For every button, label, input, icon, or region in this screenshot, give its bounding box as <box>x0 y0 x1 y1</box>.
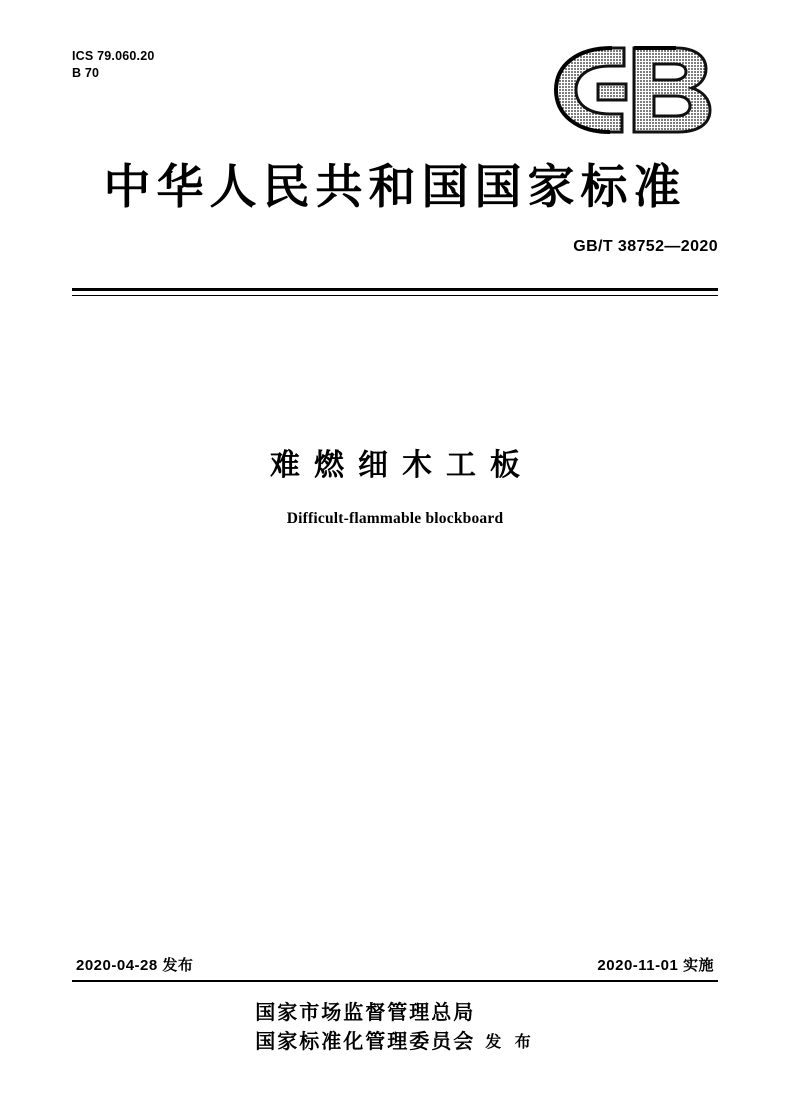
header-rule-thick <box>72 288 718 291</box>
document-title-chinese: 难燃细木工板 <box>270 448 534 483</box>
footer-rule <box>72 980 718 982</box>
publisher-names <box>255 998 475 1056</box>
issue-date: 2020-04-28 发布 <box>76 957 194 974</box>
publisher-action: 发 布 <box>485 1032 535 1051</box>
national-standard-title: 中华人民共和国国家标准 <box>103 160 687 215</box>
classification-code: B 70 <box>72 65 100 80</box>
publisher-line-1: 国家市场监督管理总局 <box>255 1000 476 1024</box>
ics-classification-block <box>72 48 155 82</box>
standard-number: GB/T 38752—2020 <box>573 238 718 255</box>
document-title-english: Difficult-flammable blockboard <box>286 510 504 527</box>
publisher-block <box>0 998 790 1056</box>
ics-code: ICS 79.060.20 <box>72 49 155 63</box>
gb-logo-icon <box>550 44 718 136</box>
header-rule-thin <box>72 295 718 296</box>
effective-date: 2020-11-01 实施 <box>597 957 714 974</box>
publisher-line-2: 国家标准化管理委员会 <box>255 1029 476 1053</box>
